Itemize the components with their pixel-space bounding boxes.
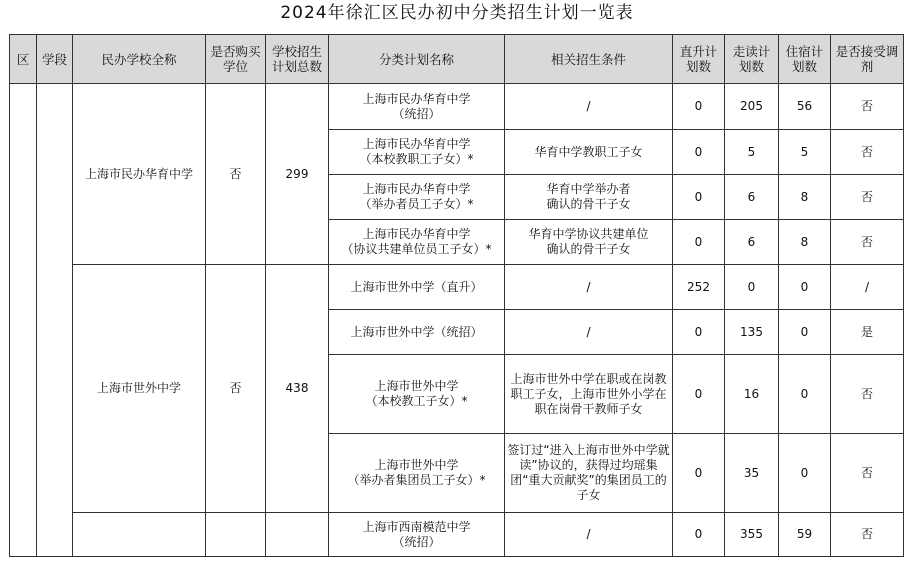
header-direct: 直升计划数: [673, 35, 725, 84]
enrollment-plan-table: [9, 34, 904, 557]
adjust-cell: 是: [831, 310, 904, 355]
purchase-cell: 否: [206, 84, 266, 265]
direct-cell: 0: [673, 130, 725, 175]
plan-name-cell: 上海市世外中学 （举办者集团员工子女）*: [329, 434, 505, 513]
boarding-cell: 59: [779, 513, 831, 557]
adjust-cell: 否: [831, 355, 904, 434]
total-cell: [266, 513, 329, 557]
condition-cell: /: [505, 84, 673, 130]
direct-cell: 0: [673, 84, 725, 130]
school-name-cell: [73, 513, 206, 557]
adjust-cell: 否: [831, 513, 904, 557]
condition-cell: 华育中学协议共建单位 确认的骨干子女: [505, 220, 673, 265]
day-cell: 0: [725, 265, 779, 310]
plan-name-cell: 上海市西南模范中学 （统招）: [329, 513, 505, 557]
stage-cell: [37, 84, 73, 557]
day-cell: 35: [725, 434, 779, 513]
plan-name-cell: 上海市民办华育中学 （举办者员工子女）*: [329, 175, 505, 220]
table-row: [10, 84, 904, 130]
direct-cell: 0: [673, 355, 725, 434]
condition-cell: /: [505, 310, 673, 355]
condition-cell: 签订过“进入上海市世外中学就读”协议的，获得过均瑶集团“重大贡献奖”的集团员工的子女: [505, 434, 673, 513]
condition-cell: 上海市世外中学在职或在岗教职工子女，上海市世外小学在职在岗骨干教师子女: [505, 355, 673, 434]
header-conditions: 相关招生条件: [505, 35, 673, 84]
boarding-cell: 0: [779, 310, 831, 355]
condition-cell: /: [505, 513, 673, 557]
header-stage: 学段: [37, 35, 73, 84]
header-row: [10, 35, 904, 84]
boarding-cell: 56: [779, 84, 831, 130]
day-cell: 205: [725, 84, 779, 130]
direct-cell: 252: [673, 265, 725, 310]
day-cell: 16: [725, 355, 779, 434]
direct-cell: 0: [673, 220, 725, 265]
total-cell: 299: [266, 84, 329, 265]
page-title: 2024年徐汇区民办初中分类招生计划一览表: [280, 3, 634, 23]
day-cell: 6: [725, 175, 779, 220]
header-plan-name: 分类计划名称: [329, 35, 505, 84]
plan-name-cell: 上海市民办华育中学 （本校教职工子女）*: [329, 130, 505, 175]
header-total-plan: 学校招生计划总数: [266, 35, 329, 84]
adjust-cell: 否: [831, 220, 904, 265]
plan-name-cell: 上海市世外中学 （本校教工子女）*: [329, 355, 505, 434]
adjust-cell: 否: [831, 84, 904, 130]
boarding-cell: 0: [779, 434, 831, 513]
direct-cell: 0: [673, 310, 725, 355]
header-day: 走读计划数: [725, 35, 779, 84]
plan-name-cell: 上海市世外中学（直升）: [329, 265, 505, 310]
day-cell: 5: [725, 130, 779, 175]
condition-cell: 华育中学举办者 确认的骨干子女: [505, 175, 673, 220]
header-district: 区: [10, 35, 37, 84]
plan-name-l2: （统招）: [392, 106, 441, 121]
boarding-cell: 0: [779, 355, 831, 434]
adjust-cell: 否: [831, 434, 904, 513]
table-row: [10, 265, 904, 310]
school-name-cell: 上海市民办华育中学: [73, 84, 206, 265]
boarding-cell: 0: [779, 265, 831, 310]
direct-cell: 0: [673, 513, 725, 557]
school-name-cell: 上海市世外中学: [73, 265, 206, 513]
plan-name-cell: 上海市民办华育中学 （协议共建单位员工子女）*: [329, 220, 505, 265]
condition-cell: 华育中学教职工子女: [505, 130, 673, 175]
direct-cell: 0: [673, 175, 725, 220]
day-cell: 6: [725, 220, 779, 265]
district-cell: [10, 84, 37, 557]
plan-name-cell: 上海市世外中学（统招）: [329, 310, 505, 355]
adjust-cell: 否: [831, 130, 904, 175]
condition-cell: /: [505, 265, 673, 310]
plan-name-cell: [329, 84, 505, 130]
table-row: [10, 513, 904, 557]
purchase-cell: 否: [206, 265, 266, 513]
direct-cell: 0: [673, 434, 725, 513]
header-purchase-seat: 是否购买学位: [206, 35, 266, 84]
purchase-cell: [206, 513, 266, 557]
total-cell: 438: [266, 265, 329, 513]
header-boarding: 住宿计划数: [779, 35, 831, 84]
plan-name-l1: 上海市民办华育中学: [362, 91, 471, 106]
boarding-cell: 8: [779, 175, 831, 220]
boarding-cell: 8: [779, 220, 831, 265]
header-adjust: 是否接受调剂: [831, 35, 904, 84]
adjust-cell: 否: [831, 175, 904, 220]
header-school-full-name: 民办学校全称: [73, 35, 206, 84]
boarding-cell: 5: [779, 130, 831, 175]
adjust-cell: /: [831, 265, 904, 310]
day-cell: 135: [725, 310, 779, 355]
day-cell: 355: [725, 513, 779, 557]
